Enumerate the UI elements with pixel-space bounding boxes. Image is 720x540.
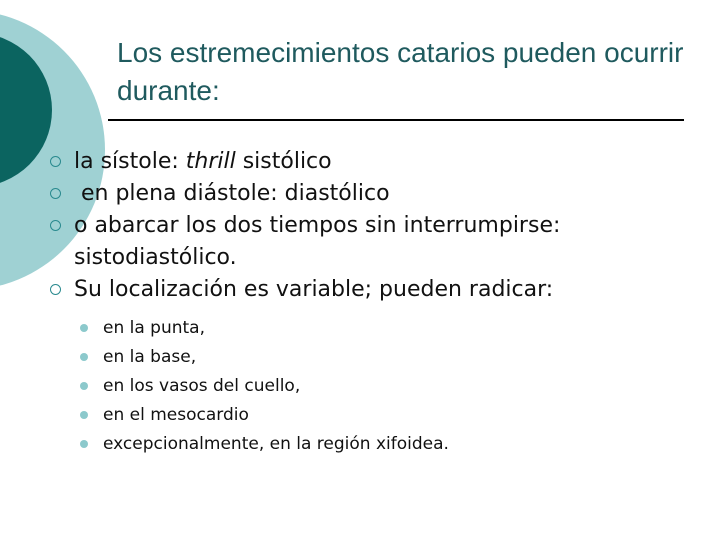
list-item <box>50 274 690 306</box>
bullet-text: en plena diástole: diastólico <box>74 181 390 206</box>
sub-list-item <box>78 401 690 430</box>
ring-bullet-icon <box>50 220 61 231</box>
bullet-text: Su localización es variable; pueden radicar: <box>74 277 554 302</box>
sub-bullet-text: en la punta, <box>103 318 206 338</box>
bullet-list <box>50 146 690 459</box>
ring-bullet-icon <box>50 156 61 167</box>
sub-bullet-text: en el mesocardio <box>103 405 249 425</box>
title-divider <box>108 119 684 121</box>
sub-list-item <box>78 314 690 343</box>
bullet-text: o abarcar los dos tiempos sin interrumpirse: sistodiastólico. <box>74 213 561 270</box>
ring-bullet-icon <box>50 188 61 199</box>
sub-list-item <box>78 372 690 401</box>
dot-bullet-icon <box>80 324 88 332</box>
list-item <box>50 146 690 178</box>
emphasis-text: thrill <box>185 149 236 174</box>
dot-bullet-icon <box>80 440 88 448</box>
bullet-text: la sístole: <box>74 149 186 174</box>
sub-bullet-text: en los vasos del cuello, <box>103 376 301 396</box>
sub-list-item <box>78 343 690 372</box>
list-item <box>50 178 690 210</box>
sub-list-item <box>78 430 690 459</box>
dot-bullet-icon <box>80 382 88 390</box>
sub-bullet-text: excepcionalmente, en la región xifoidea. <box>103 434 449 454</box>
dot-bullet-icon <box>80 411 88 419</box>
bullet-text-end: sistólico <box>235 149 332 174</box>
sub-bullet-list <box>50 314 690 459</box>
slide-title: Los estremecimientos catarios pueden ocurrir durante: <box>117 37 684 106</box>
list-item <box>50 210 690 274</box>
ring-bullet-icon <box>50 284 61 295</box>
dot-bullet-icon <box>80 353 88 361</box>
sub-bullet-text: en la base, <box>103 347 197 367</box>
